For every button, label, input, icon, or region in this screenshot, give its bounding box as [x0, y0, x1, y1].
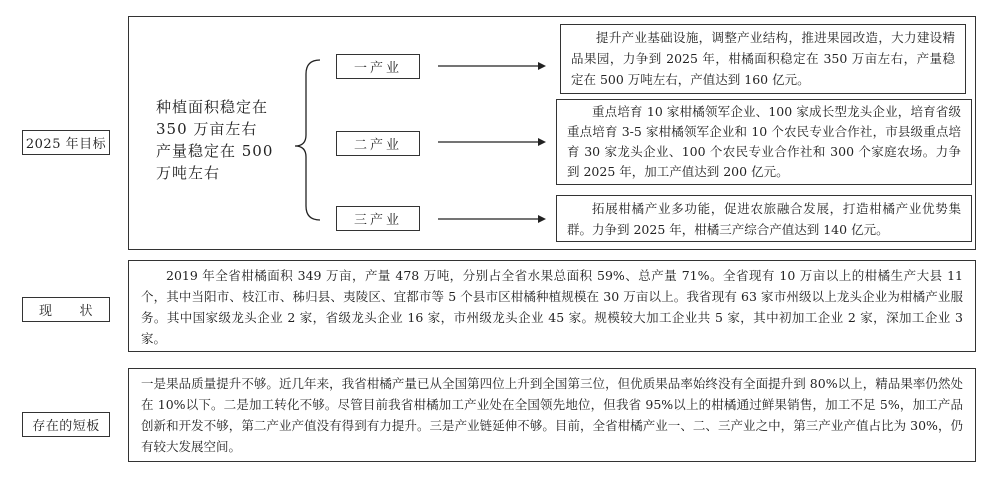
industry-tertiary-detail	[556, 195, 972, 242]
arrow-2	[438, 138, 546, 146]
brace-shape	[295, 60, 320, 220]
detail-text: 拓展柑橘产业多功能，促进农旅融合发展，打造柑橘产业优势集群。力争到 2025 年，柑橘三产综合产值达到 140 亿元。	[567, 201, 961, 237]
shortcoming-text: 一是果品质量提升不够。近几年来，我省柑橘产量已从全国第四位上升到全国第三位，但优质果品率始终没有全面提升到 80%以上，精品果率仍然处在 10%以下。二是加工转化不够。尽管目前我省柑橘加工产业处在全国领先地位，但我省 95%以上的柑橘通过鲜果销售，加工不足 5%，加工产品创新和开发不够，第二产业产值没有得到有力提升。三是产业链延伸不够。目前，全省柑橘产业一、二、三产业之中，第三产业产值占比为 30%，仍有较大发展空间。	[141, 376, 963, 454]
status-panel	[128, 260, 976, 352]
detail-text: 重点培育 10 家柑橘领军企业、100 家成长型龙头企业，培育省级重点培育 3-5 家柑橘领军企业和 10 个农民专业合作社，市县级重点培育 30 家龙头企业、100 个农民专业合作社和 300 个家庭农场。力争到 2025 年，加工产值达到 200 亿元。	[567, 104, 961, 179]
industry-secondary: 二产业	[336, 131, 420, 156]
goal-summary-line: 万吨左右	[156, 164, 221, 182]
goal-label: 2025 年目标	[22, 130, 110, 155]
status-label: 现 状	[22, 297, 110, 322]
arrow-1	[438, 62, 546, 70]
industry-primary: 一产业	[336, 54, 420, 79]
goal-summary-line: 种植面积稳定在	[156, 98, 269, 116]
goal-summary-line: 350 万亩左右	[156, 120, 258, 138]
industry-secondary-detail	[556, 99, 972, 185]
status-text: 2019 年全省柑橘面积 349 万亩，产量 478 万吨，分别占全省水果总面积 59%、总产量 71%。全省现有 10 万亩以上的柑橘生产大县 11 个，其中当阳市、枝江市、秭归县、夷陵区、宜都市等 5 个县市区柑橘种植规模在 30 万亩以上。我省现有 63 家市州级以上龙头企业为柑橘产业服务。其中国家级龙头企业 2 家，省级龙头企业 16 家，市州级龙头企业 45 家。规模较大加工企业共 5 家，其中初加工企业 2 家，深加工企业 3 家。	[141, 268, 963, 346]
shortcoming-panel	[128, 368, 976, 462]
arrow-3	[438, 215, 546, 223]
detail-text: 提升产业基础设施，调整产业结构，推进果园改造，大力建设精品果园，力争到 2025 年，柑橘面积稳定在 350 万亩左右，产量稳定在 500 万吨左右，产值达到 160 亿元。	[571, 30, 955, 87]
industry-primary-detail	[560, 24, 966, 94]
industry-tertiary: 三产业	[336, 206, 420, 231]
goal-summary-line: 产量稳定在 500	[156, 142, 274, 160]
shortcoming-label: 存在的短板	[22, 412, 110, 437]
